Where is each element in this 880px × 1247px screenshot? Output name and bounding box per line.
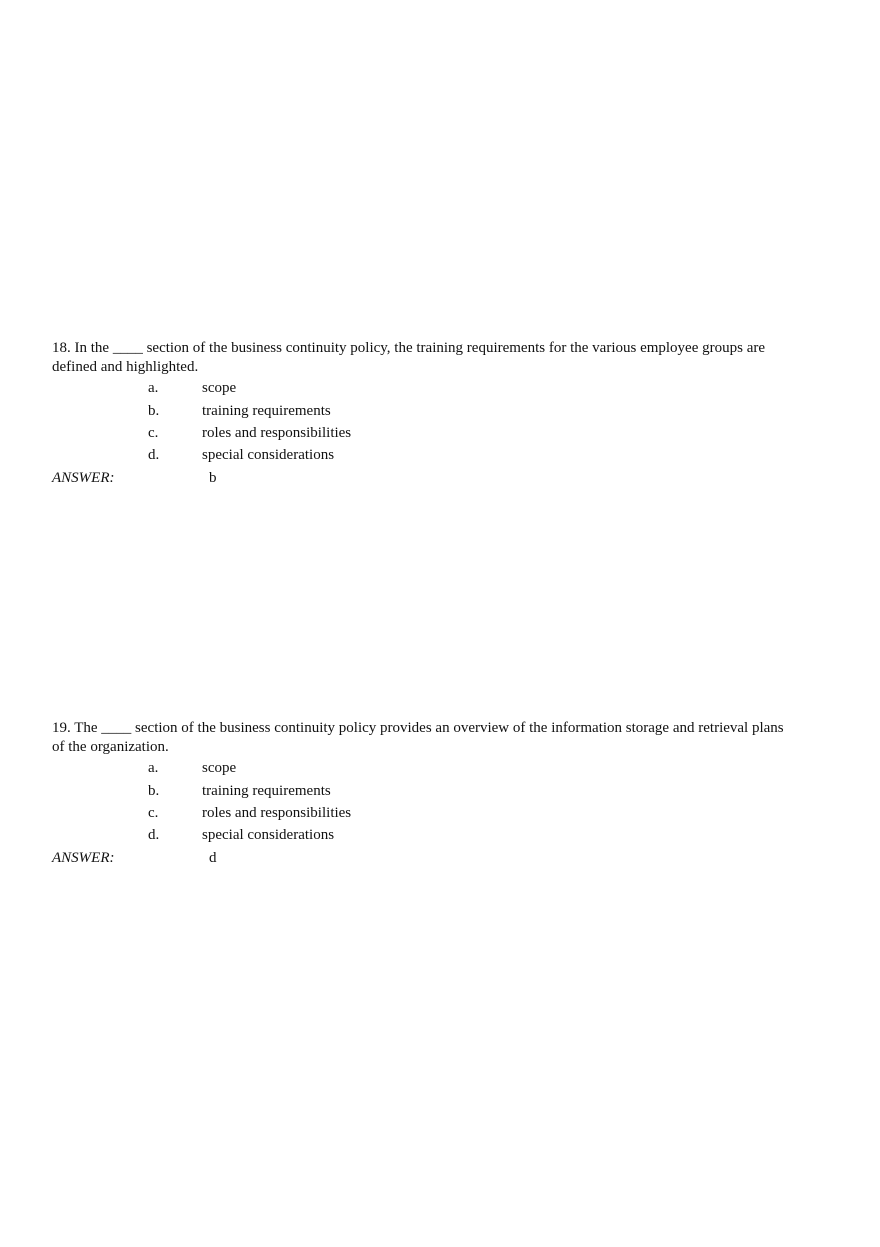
- answer-label: ANSWER:: [52, 850, 115, 866]
- option-text: special considerations: [202, 827, 335, 843]
- option-letter: a.: [148, 380, 159, 396]
- answer-label: ANSWER:: [52, 470, 115, 486]
- option-text: training requirements: [202, 403, 331, 419]
- question-text: 19. The ____ section of the business continuity policy provides an overview of the information storage and retrieval plans: [52, 720, 784, 736]
- option-letter: c.: [148, 425, 159, 441]
- option-letter: b.: [148, 783, 160, 799]
- option-text: special considerations: [202, 447, 335, 463]
- question-text: 18. In the ____ section of the business continuity policy, the training requirements for the various employee groups are: [52, 340, 766, 356]
- option-letter: c.: [148, 805, 159, 821]
- option-letter: d.: [148, 447, 160, 463]
- option-text: scope: [202, 380, 237, 396]
- answer-value: d: [209, 850, 217, 866]
- option-text: roles and responsibilities: [202, 425, 352, 441]
- option-text: training requirements: [202, 783, 331, 799]
- option-text: roles and responsibilities: [202, 805, 352, 821]
- option-letter: d.: [148, 827, 160, 843]
- option-letter: a.: [148, 760, 159, 776]
- option-text: scope: [202, 760, 237, 776]
- answer-value: b: [209, 470, 217, 486]
- option-letter: b.: [148, 403, 160, 419]
- question-text: of the organization.: [52, 739, 169, 755]
- question-text: defined and highlighted.: [52, 359, 199, 375]
